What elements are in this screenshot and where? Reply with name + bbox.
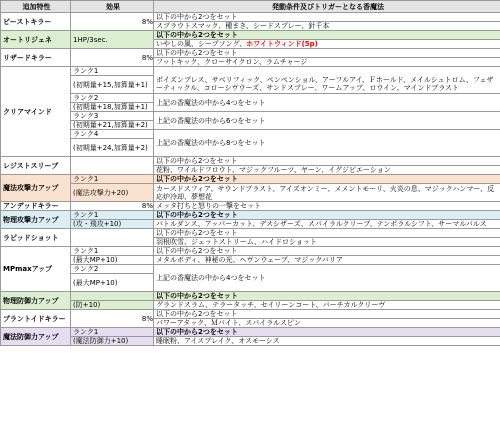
magic-atk-up-rank: ランク1 — [71, 175, 154, 184]
cond-plant-killer-2: パワーアタック、Ｍパイト、スパイラルスピン — [154, 319, 500, 328]
magic-atk-up-sub: (魔法攻撃力+20) — [71, 184, 154, 202]
phys-atk-up-sub: (攻・飛攻+10) — [71, 220, 154, 229]
cond-magic-def-up-1: 以下の中から2つをセット — [154, 328, 500, 337]
cond-phys-def-up-1: 以下の中から2つをセット — [154, 292, 500, 301]
header-condition: 発動条件及びトリガーとなる香魔法 — [154, 1, 500, 13]
cond-rapid-shot-1: 以下の中から2つをセット — [154, 229, 500, 238]
cond-mpmax-up-rank1-1: 以下の中から2つをセット — [154, 247, 500, 256]
attr-clear-mind: クリアマインド — [1, 67, 71, 157]
clear-mind-rank3: ランク3 — [71, 112, 154, 121]
cond-resist-sleep-2: 花粉、ワイルドフロウト、マジックフルーツ、ヤーン、イグジビエーション — [154, 166, 500, 175]
clear-mind-rank2-sub: (初期量+18,加算量+1) — [71, 103, 154, 112]
cond-beast-killer-1: 以下の中から2つをセット — [154, 13, 500, 22]
cond-auto-regene-2-highlight: ホワイトウィンド(5p) — [246, 40, 318, 48]
cond-auto-regene-1: 以下の中から2つをセット — [154, 31, 500, 40]
attr-mpmax-up: MPmaxアップ — [1, 247, 71, 292]
cond-clear-mind-rank3: 上記の香魔法の中から6つをセット — [154, 112, 500, 130]
cond-clear-mind-rank1-blank — [156, 68, 500, 76]
mpmax-up-rank2: ランク2 — [71, 265, 154, 274]
phys-def-up-rank-blank — [71, 292, 154, 301]
cond-clear-mind-rank1 — [154, 67, 500, 94]
mpmax-up-rank2-sub: (最大MP+10) — [71, 274, 154, 292]
cond-lizard-killer-2: フットキック、クローサイクロン、ラムチャージ — [154, 58, 500, 67]
attr-beast-killer: ビーストキラー — [1, 13, 71, 31]
attr-auto-regene: オートリジェネ — [1, 31, 71, 49]
clear-mind-rank2: ランク2 — [71, 94, 154, 103]
attr-resist-sleep: レジストスリープ — [1, 157, 71, 175]
mpmax-up-rank1: ランク1 — [71, 247, 154, 256]
cond-magic-def-up-2: 睡眠粉、アイスブレイク、オスモーシス — [154, 337, 500, 346]
cond-auto-regene-2 — [154, 40, 500, 49]
cond-clear-mind-rank2: 上記の香魔法の中から4つをセット — [154, 94, 500, 112]
cond-auto-regene-2-text: いやしの風、シープソング、 — [156, 40, 247, 48]
cond-phys-def-up-2: グランドスラム、テラータッチ、セイリーンコート、バーチカルクリーヴ — [154, 301, 500, 310]
header-effect: 効果 — [71, 1, 154, 13]
attr-phys-atk-up: 物理攻撃力アップ — [1, 211, 71, 229]
cond-lizard-killer-1: 以下の中から2つをセット — [154, 49, 500, 58]
clear-mind-rank4-sub: (初期量+24,加算量+2) — [71, 139, 154, 157]
cond-phys-atk-up-2: バトルダンス、アッパーカット、デスシザーズ、スパイラルクリーブ、テンポラルシフト、サーマルバルス — [154, 220, 500, 229]
attr-lizard-killer: リザードキラー — [1, 49, 71, 67]
cond-rapid-shot-2: 羽根吹雪、ジェットストリーム、ハイドロショット — [154, 238, 500, 247]
effect-auto-regene: 1HP/3sec. — [71, 31, 154, 49]
effect-resist-sleep — [71, 157, 154, 175]
cond-mpmax-up-rank1-2: メタルボディ、神秘の光、ヘヴンウェーブ、マジックバリア — [154, 256, 500, 265]
cond-magic-atk-up-1: 以下の中から2つをセット — [154, 175, 500, 184]
attr-phys-def-up: 物理防御力アップ — [1, 292, 71, 310]
effect-undead-killer: 8% — [71, 202, 154, 211]
effect-rapid-shot — [71, 229, 154, 247]
attr-rapid-shot: ラピッドショット — [1, 229, 71, 247]
cond-mpmax-up-rank2: 上記の香魔法の中から4つをセット — [154, 265, 500, 292]
cond-plant-killer-1: 以下の中から2つをセット — [154, 310, 500, 319]
clear-mind-rank1: ランク1 — [71, 67, 154, 76]
cond-clear-mind-rank1-list: ポイズンブレス、サベリフィック、ペンペンショル、アーフルアイ、Ｆホールド、メイルシュトロム、フェザーティックル、コローシヴウーズ、サンドスプレー、ワームアップ、ロウイン、マインドブラスト — [156, 76, 494, 92]
mpmax-up-rank1-sub: (最大MP+10) — [71, 256, 154, 265]
phys-atk-up-rank: ランク1 — [71, 211, 154, 220]
header-row — [1, 1, 500, 13]
attr-magic-def-up: 魔法防御力アップ — [1, 328, 71, 346]
cond-resist-sleep-1: 以下の中から2つをセット — [154, 157, 500, 166]
magic-def-up-rank: ランク1 — [71, 328, 154, 337]
cond-clear-mind-rank4: 上記の香魔法の中から8つをセット — [154, 130, 500, 157]
attr-undead-killer: アンデッドキラー — [1, 202, 71, 211]
clear-mind-rank4: ランク4 — [71, 130, 154, 139]
clear-mind-rank3-sub: (初期量+21,加算量+2) — [71, 121, 154, 130]
cond-magic-atk-up-2: カースドスフィア、サウンドブラスト、アイズオンミー、メメントモーリ、火炎の息、マジックハンマー、反応炉冷却、夢想花 — [154, 184, 500, 202]
effect-lizard-killer: 8% — [71, 49, 154, 67]
header-attribute: 追加特性 — [1, 1, 71, 13]
cond-phys-atk-up-1: 以下の中から2つをセット — [154, 211, 500, 220]
effect-plant-killer: 8% — [71, 310, 154, 328]
attr-plant-killer: プラントイドキラー — [1, 310, 71, 328]
cond-undead-killer: メッタ打ちと怒りの一撃をセット — [154, 202, 500, 211]
clear-mind-rank1-sub: (初期量+15,加算量+1) — [71, 76, 154, 94]
cond-beast-killer-2: スプラウトスマック、種まき、シードスプレー、針千本 — [154, 22, 500, 31]
phys-def-up-sub: (防+10) — [71, 301, 154, 310]
effect-beast-killer: 8% — [71, 13, 154, 31]
attr-magic-atk-up: 魔法攻撃力アップ — [1, 175, 71, 202]
magic-def-up-sub: (魔法防御力+10) — [71, 337, 154, 346]
